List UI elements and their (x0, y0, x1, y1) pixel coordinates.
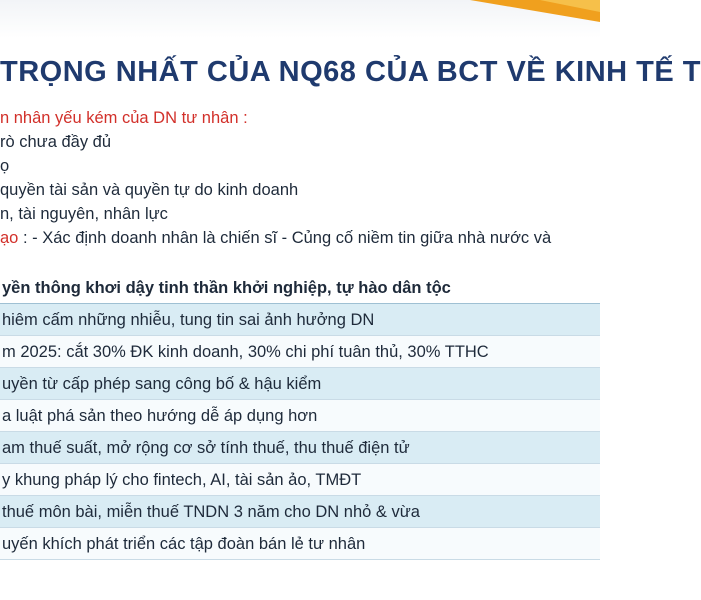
intro-line-1 (0, 106, 600, 130)
table-row: a luật phá sản theo hướng dễ áp dụng hơn (0, 400, 600, 432)
intro-line-6 (0, 226, 600, 250)
intro-line-4: quyền tài sản và quyền tự do kinh doanh (0, 181, 299, 199)
table-row: am thuế suất, mở rộng cơ sở tính thuế, thu thuế điện tử (0, 432, 600, 464)
table-row: thuế môn bài, miễn thuế TNDN 3 năm cho DN nhỏ & vừa (0, 496, 600, 528)
solutions-table (0, 272, 600, 560)
intro-line-2: rò chưa đầy đủ (0, 133, 112, 151)
corner-accent-inner (540, 0, 600, 12)
intro-heading: n nhân yếu kém của DN tư nhân : (0, 109, 248, 127)
page-title: TRỌNG NHẤT CỦA NQ68 CỦA BCT VỀ KINH TẾ T (0, 56, 701, 88)
intro-line-3: ọ (0, 157, 10, 175)
intro-line-6-label: ạo (0, 229, 19, 247)
intro-block (0, 106, 600, 250)
intro-line-5: n, tài nguyên, nhân lực (0, 205, 168, 223)
table-row: m 2025: cắt 30% ĐK kinh doanh, 30% chi phí tuân thủ, 30% TTHC (0, 336, 600, 368)
table-row: uyền từ cấp phép sang công bố & hậu kiểm (0, 368, 600, 400)
table-row: hiêm cấm những nhiễu, tung tin sai ảnh hưởng DN (0, 304, 600, 336)
table-row: uyến khích phát triển các tập đoàn bán lẻ tư nhân (0, 528, 600, 560)
intro-line-6-text: : - Xác định doanh nhân là chiến sĩ - Củng cố niềm tin giữa nhà nước và (22, 229, 552, 247)
table-header: yền thông khơi dậy tinh thần khởi nghiệp, tự hào dân tộc (0, 272, 600, 304)
table-row: y khung pháp lý cho fintech, AI, tài sản ảo, TMĐT (0, 464, 600, 496)
